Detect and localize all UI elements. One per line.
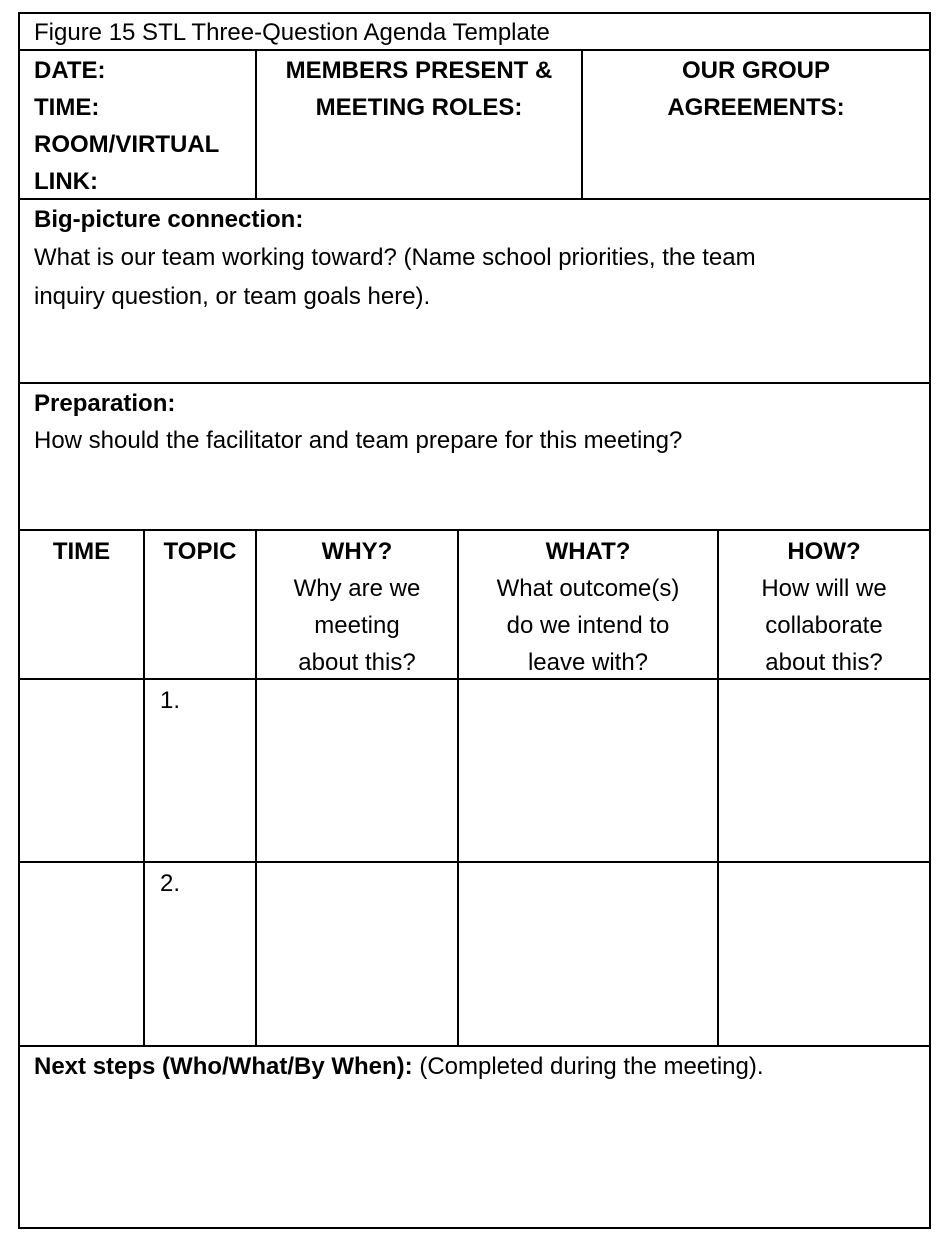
divider — [457, 529, 459, 1045]
what-subtext-3: leave with? — [527, 649, 649, 676]
agreements-label-2: AGREEMENTS: — [667, 94, 845, 121]
time-column-header: TIME — [52, 538, 111, 565]
table-row-topic-1: 1. — [160, 687, 181, 714]
divider — [20, 382, 929, 384]
table-row-topic-2: 2. — [160, 870, 181, 897]
next-steps-label: Next steps (Who/What/By When): — [34, 1053, 413, 1080]
why-subtext-3: about this? — [298, 649, 416, 676]
next-steps-note: (Completed during the meeting). — [412, 1053, 764, 1080]
preparation-text: How should the facilitator and team prepare for this meeting? — [34, 427, 683, 454]
next-steps-section — [34, 1048, 924, 1085]
topic-column-header: TOPIC — [163, 538, 237, 565]
divider — [20, 678, 929, 680]
how-column-header — [719, 533, 929, 681]
big-picture-heading: Big-picture connection: — [34, 206, 304, 233]
divider — [717, 529, 719, 1045]
date-label: DATE: — [34, 57, 106, 84]
divider — [20, 529, 929, 531]
big-picture-text-2: inquiry question, or team goals here). — [34, 283, 431, 310]
divider — [143, 529, 145, 1045]
how-subtext-2: collaborate — [765, 612, 883, 639]
agenda-template — [18, 12, 931, 1229]
divider — [20, 198, 929, 200]
divider — [255, 529, 257, 1045]
page-title: Figure 15 STL Three-Question Agenda Template — [34, 19, 550, 46]
what-column-header — [459, 533, 717, 681]
what-subtext: What outcome(s) — [496, 575, 680, 602]
time-label: TIME: — [34, 94, 100, 121]
what-subtext-2: do we intend to — [506, 612, 670, 639]
roles-label: MEETING ROLES: — [315, 94, 523, 121]
what-heading: WHAT? — [545, 538, 631, 565]
how-subtext-3: about this? — [765, 649, 883, 676]
link-label: LINK: — [34, 168, 98, 195]
agreements-label: OUR GROUP — [681, 57, 830, 84]
divider — [20, 49, 929, 51]
why-subtext-2: meeting — [314, 612, 400, 639]
big-picture-text: What is our team working toward? (Name school priorities, the team — [34, 244, 756, 271]
room-label: ROOM/VIRTUAL — [34, 131, 220, 158]
divider — [20, 861, 929, 863]
logistics-cell — [34, 52, 254, 200]
why-column-header — [257, 533, 457, 681]
why-subtext: Why are we — [293, 575, 421, 602]
divider — [20, 1045, 929, 1047]
preparation-heading: Preparation: — [34, 390, 176, 417]
members-cell — [257, 52, 581, 126]
preparation-section — [34, 385, 924, 459]
agreements-cell — [583, 52, 929, 126]
how-subtext: How will we — [761, 575, 887, 602]
why-heading: WHY? — [321, 538, 393, 565]
how-heading: HOW? — [787, 538, 861, 565]
members-label: MEMBERS PRESENT & — [285, 57, 553, 84]
big-picture-section — [34, 201, 924, 316]
